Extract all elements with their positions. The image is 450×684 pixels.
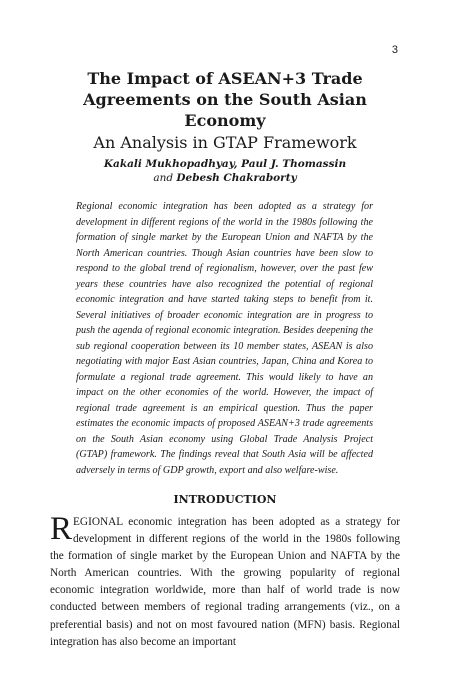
author-list	[50, 157, 400, 185]
paper-title-line-1: The Impact of ASEAN+3 Trade	[87, 69, 363, 88]
author-names-line-1: Kakali Mukhopadhyay, Paul J. Thomassin	[103, 158, 347, 170]
title-block	[50, 68, 400, 185]
introduction-first-word: EGIONAL	[73, 516, 123, 528]
page-number: 3	[391, 44, 398, 56]
author-conjunction: and	[153, 172, 174, 184]
introduction-body: economic integration has been adopted as a strategy for development in different regions of the world in the 1980s following the formation of single market by the European Union and NAFTA by the North American countries. With the growing popularity of regional economic integration worldwide, more than half of world trade is now conducted between members of regional trading arrangements (viz., on a preferential basis) and not on most favoured nation (MFN) basis. Regional integration has also become an important	[50, 516, 400, 648]
introduction-paragraph	[50, 511, 400, 651]
abstract: Regional economic integration has been adopted as a strategy for development in different regions of the world in the 1980s following the formation of single market by the European Union and NAFTA by the North American countries. Though Asian countries have been slow to respond to the global trend of regionalism, however, over the past few years these countries have also recognized the potential of regional economic integration and have started taking steps to benefit from it. Several initiatives of broader economic integration are in progress to push the agenda of regional economic integration. Besides deepening the sub regional cooperation between its 10 member states, ASEAN is also negotiating with major East Asian countries, Japan, China and Korea to formulate a regional trade agreement. This would likely to have an impact on the other economies of the world. However, the impact of regional trade agreement is an empirical question. Thus the paper estimates the economic impacts of proposed ASEAN+3 trade agreements on the South Asian economy using Global Trade Analysis Project (GTAP) framework. The findings reveal that South Asia will be affected adversely in terms of GDP growth, export and also welfare-wise.	[76, 201, 373, 476]
paper-title	[50, 68, 400, 131]
section-heading-introduction: INTRODUCTION	[173, 493, 277, 506]
paper-title-line-2: Agreements on the South Asian Economy	[83, 90, 367, 130]
drop-cap: R	[50, 511, 73, 547]
paper-subtitle: An Analysis in GTAP Framework	[93, 133, 357, 152]
author-name-line-2: Debesh Chakraborty	[176, 172, 297, 184]
